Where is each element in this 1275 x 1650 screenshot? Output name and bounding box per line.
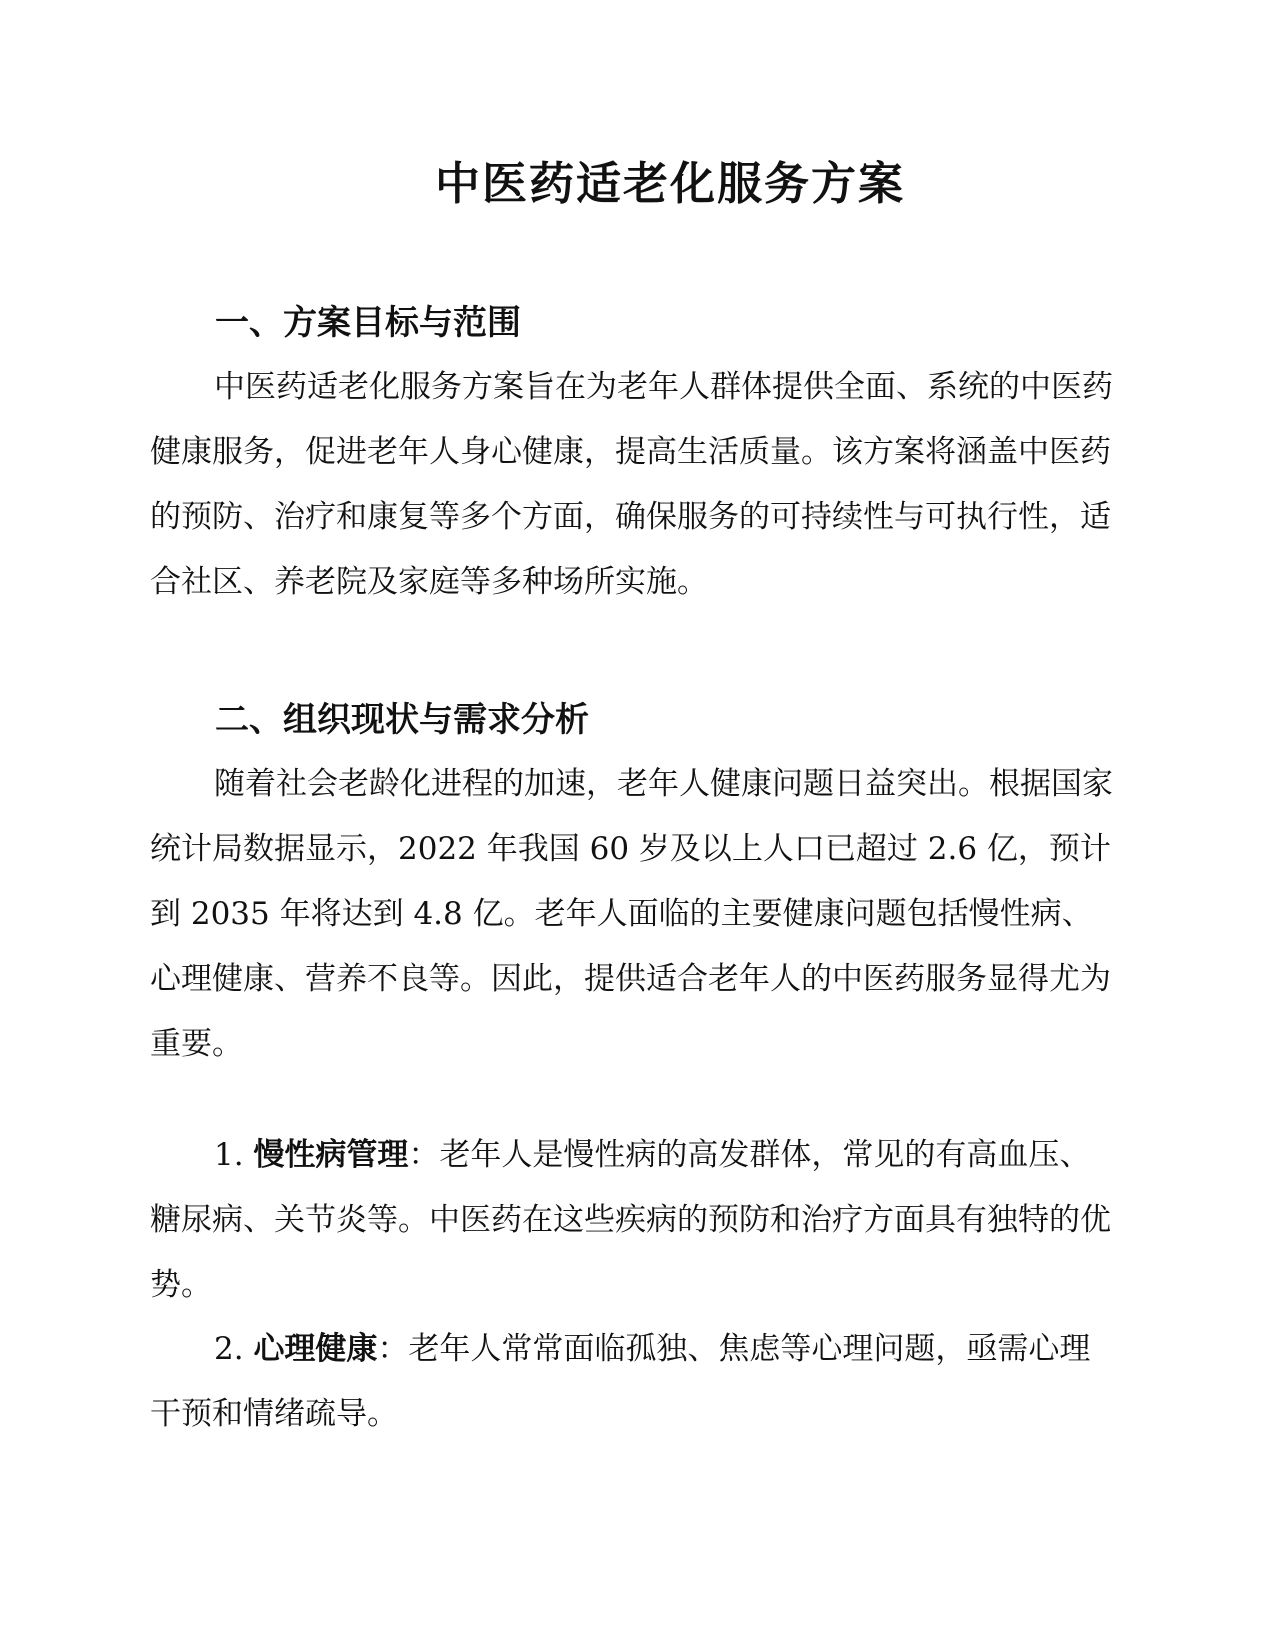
list-item-text: 老年人是慢性病的高发群体，常见的有高血压、糖尿病、关节炎等。中医药在这些疾病的预防和治疗方面具有独特的优势。 [150, 1137, 1111, 1303]
list-item-colon: ： [408, 1137, 440, 1173]
section-paragraph-goals: 中医药适老化服务方案旨在为老年人群体提供全面、系统的中医药健康服务，促进老年人身心健康，提高生活质量。该方案将涵盖中医药的预防、治疗和康复等多个方面，确保服务的可持续性与可执行性，适合社区、养老院及家庭等多种场所实施。 [150, 369, 1113, 600]
list-item-label: 慢性病管理 [253, 1137, 409, 1173]
list-item-number: 2. [214, 1331, 254, 1367]
list-item-colon: ： [377, 1331, 409, 1367]
list-item-mental-health [150, 1317, 1116, 1447]
list-item-number: 1. [214, 1137, 254, 1173]
list-item-label: 心理健康 [253, 1331, 378, 1367]
section-heading-goals: 一、方案目标与范围 [215, 303, 521, 343]
section-heading-analysis: 二、组织现状与需求分析 [215, 700, 589, 740]
document-title: 中医药适老化服务方案 [434, 157, 905, 210]
list-item-chronic-disease [150, 1123, 1116, 1318]
list-item-text: 老年人常常面临孤独、焦虑等心理问题，亟需心理干预和情绪疏导。 [150, 1331, 1091, 1432]
section-paragraph-analysis: 随着社会老龄化进程的加速，老年人健康问题日益突出。根据国家统计局数据显示，2022 年我国 60 岁及以上人口已超过 2.6 亿，预计到 2035 年将达到 4.8 亿。老年人面临的主要健康问题包括慢性病、心理健康、营养不良等。因此，提供适合老年人的中医药服务显得尤为重要。 [150, 766, 1113, 1062]
